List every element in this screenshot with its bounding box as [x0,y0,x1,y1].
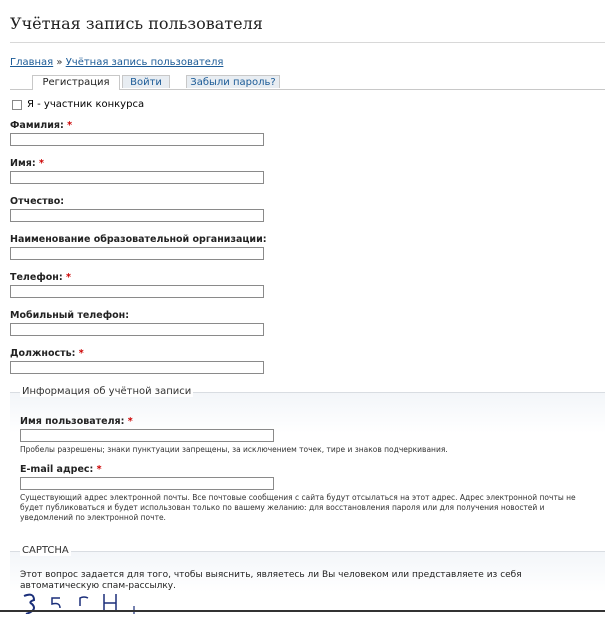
breadcrumb-separator: » [53,57,66,68]
tab-register[interactable]: Регистрация [32,75,120,90]
patronymic-field[interactable] [10,209,264,222]
required-mark: * [67,120,73,131]
tab-bar [10,75,605,90]
required-mark: * [65,272,71,283]
firstname-label-text: Имя: [10,158,36,169]
position-label-text: Должность: [10,348,76,359]
username-label [20,416,133,427]
breadcrumb-current-link[interactable]: Учётная запись пользователя [65,57,224,68]
breadcrumb-home-link[interactable]: Главная [10,57,54,68]
phone-field[interactable] [10,285,264,298]
email-label-text: E-mail адрес: [20,464,94,475]
organization-label: Наименование образовательной организации: [10,234,267,245]
phone-label-text: Телефон: [10,272,63,283]
breadcrumb [10,57,223,68]
tab-forgot-password[interactable]: Забыли пароль? [186,75,280,88]
contest-participant-checkbox[interactable] [12,100,22,110]
position-field[interactable] [10,361,264,374]
tab-login[interactable]: Войти [122,75,170,88]
required-mark: * [38,158,44,169]
email-help: Существующий адрес электронной почты. Все почтовые сообщения с сайта будут отсылаться на этот адрес. Адрес электронной почты не будет публиковаться и будет использован только по вашему желанию: для восстановления пароля или для получения новостей и уведомлений по электронной почте. [20,493,576,522]
required-mark: * [127,416,133,427]
required-mark: * [78,348,84,359]
title-divider [10,42,605,43]
email-field[interactable] [20,477,274,490]
required-mark: * [96,464,102,475]
username-field[interactable] [20,429,274,442]
page-title: Учётная запись пользователя [10,14,263,33]
firstname-label [10,158,44,169]
lastname-label [10,120,72,131]
captcha-legend: CAPTCHA [22,545,69,556]
mobile-field[interactable] [10,323,264,336]
position-label [10,348,84,359]
contest-participant-label: Я - участник конкурса [27,99,145,110]
account-info-legend: Информация об учётной записи [22,386,192,397]
phone-label [10,272,71,283]
patronymic-label: Отчество: [10,196,65,207]
lastname-label-text: Фамилия: [10,120,64,131]
lastname-field[interactable] [10,133,264,146]
email-label [20,464,102,475]
username-label-text: Имя пользователя: [20,416,125,427]
username-help: Пробелы разрешены; знаки пунктуации запрещены, за исключением точек, тире и знаков подчеркивания. [20,445,448,454]
contest-participant-row [12,99,144,110]
bottom-edge-bar [0,610,605,612]
firstname-field[interactable] [10,171,264,184]
captcha-description: Этот вопрос задается для того, чтобы выяснить, являетесь ли Вы человеком или представляете из себя автоматическую спам-рассылку. [20,570,522,591]
mobile-label: Мобильный телефон: [10,310,130,321]
organization-field[interactable] [10,247,264,260]
